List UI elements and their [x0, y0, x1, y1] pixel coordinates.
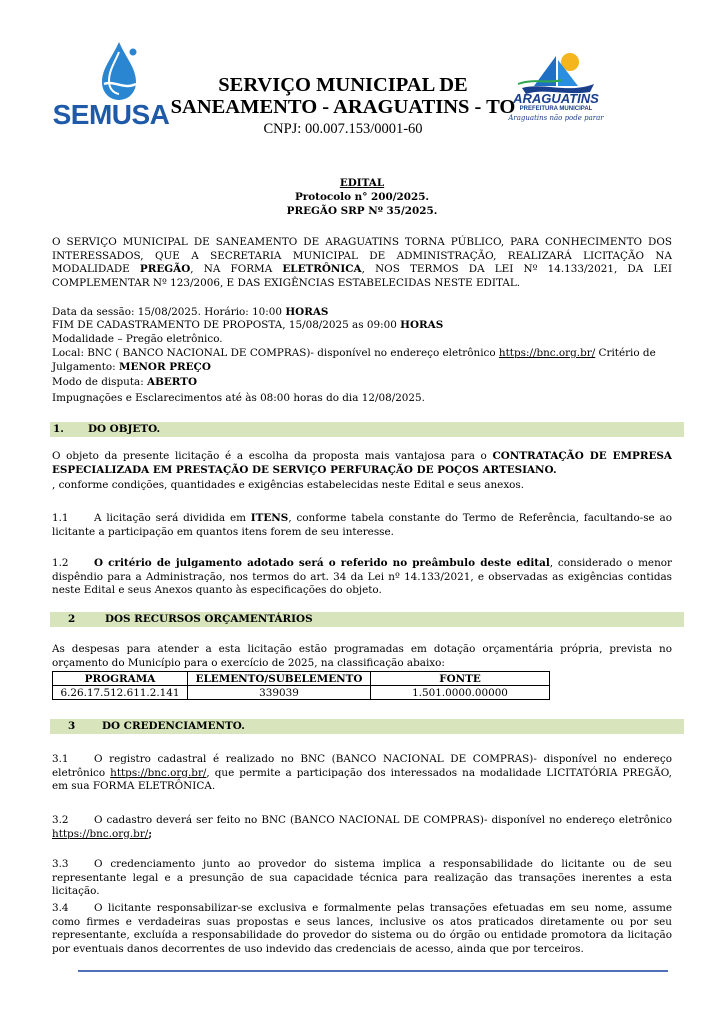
session-date: Data da sessão: 15/08/2025. Horário: 10:00 HORAS	[52, 306, 329, 318]
cnpj: CNPJ: 00.007.153/0001-60	[263, 121, 423, 137]
edital-title: EDITAL	[339, 177, 385, 189]
bnc-link[interactable]: https://bnc.org.br/	[498, 347, 596, 359]
semusa-logo	[52, 40, 170, 132]
intro-paragraph: O SERVIÇO MUNICIPAL DE SANEAMENTO DE ARAGUATINS TORNA PÚBLICO, PARA CONHECIMENTO DOS INTERESSADOS, QUE A SECRETARIA MUNICIPAL DE ADMINISTRAÇÃO, REALIZARÁ LICITAÇÃO NA MODALIDADE PREGÃO, NA FORMA ELETRÔNICA, NOS TERMOS DA LEI Nº 14.133/2021, DA LEI COMPLEMENTAR Nº 123/2006, E DAS EXIGÊNCIAS ESTABELECIDAS NESTE EDITAL.	[52, 236, 672, 289]
page-title	[168, 74, 518, 118]
table-cell: 339039	[188, 686, 371, 700]
item-3-3: 3.3 O credenciamento junto ao provedor do sistema implica a responsabilidade do licitante ou de seu representante legal e a presunção de sua capacidade técnica para realização das transações inerentes a esta licitação.	[52, 858, 672, 897]
object-conditions: , conforme condições, quantidades e exigências estabelecidas neste Edital e seus anexos.	[52, 479, 525, 491]
impugnacoes-line: Impugnações e Esclarecimentos até às 08:00 horas do dia 12/08/2025.	[52, 392, 425, 404]
item-3-2: 3.2 O cadastro deverá ser feito no BNC (BANCO NACIONAL DE COMPRAS)- disponível no endereço eletrônico https://bnc.org.br/;	[52, 814, 672, 840]
section-1-header	[50, 422, 684, 437]
item-1-1: 1.1 A licitação será dividida em ITENS, conforme tabela constante do Termo de Referência, facultando-se ao licitante a participação em quantos itens forem de seu interesse.	[52, 512, 672, 538]
object-paragraph: O objeto da presente licitação é a escolha da proposta mais vantajosa para o CONTRATAÇÃO DE EMPRESA ESPECIALIZADA EM PRESTAÇÃO DE SERVIÇO PERFURAÇÃO DE POÇOS ARTESIANO.	[52, 450, 672, 476]
modalidade: Modalidade – Pregão eletrônico.	[52, 333, 223, 345]
local-line: Local: BNC ( BANCO NACIONAL DE COMPRAS)- disponível no endereço eletrônico https://bnc.org.br/ Critério de	[52, 347, 656, 359]
table-cell: 6.26.17.512.611.2.141	[53, 686, 188, 700]
item-3-4: 3.4 O licitante responsabilizar-se exclusiva e formalmente pelas transações efetuadas em seu nome, assume como firmes e verdadeiras suas propostas e seus lances, inclusive os atos praticados diretamente ou por seu representante, excluída a responsabilidade do provedor do sistema ou do órgão ou entidade promotora da licitação por eventuais danos decorrentes de uso indevido das credenciais de acesso, ainda que por terceiros.	[52, 902, 672, 955]
araguatins-logo-slogan: Araguatins não pode parar	[508, 114, 604, 122]
table-cell: 1.501.0000.00000	[371, 686, 550, 700]
sailboat-icon	[504, 50, 608, 94]
araguatins-logo	[504, 50, 608, 136]
bnc-link[interactable]: https://bnc.org.br/	[52, 827, 149, 840]
section-title: DO CREDENCIAMENTO.	[102, 720, 245, 732]
edital-pregao: PREGÃO SRP Nº 35/2025.	[286, 205, 438, 217]
column-header: ELEMENTO/SUBELEMENTO	[188, 672, 371, 686]
section-number: 2	[68, 613, 76, 625]
section-number: 1.	[53, 423, 64, 435]
araguatins-logo-name: ARAGUATINS	[513, 91, 599, 106]
title-line-2: SANEAMENTO - ARAGUATINS - TO	[170, 96, 516, 118]
budget-paragraph: As despesas para atender a esta licitação estão programadas em dotação orçamentária própria, prevista no orçamento do Município para o exercício de 2025, na classificação abaixo:	[52, 643, 672, 669]
item-1-2: 1.2 O critério de julgamento adotado será o referido no preâmbulo deste edital, considerado o menor dispêndio para a Administração, nos termos do art. 34 da Lei nº 14.133/2021, e observadas as exigências contidas neste Edital e seus Anexos quanto às especificações do objeto.	[52, 557, 672, 596]
section-title: DOS RECURSOS ORÇAMENTÁRIOS	[105, 613, 313, 625]
table-header-row	[53, 672, 550, 686]
julgamento-line: Julgamento: MENOR PREÇO	[52, 361, 211, 373]
section-number: 3	[68, 720, 76, 732]
semusa-logo-text: SEMUSA	[52, 99, 170, 130]
edital-protocol: Protocolo n° 200/2025.	[294, 191, 430, 203]
water-drop-icon	[94, 40, 144, 102]
araguatins-logo-subtitle: PREFEITURA MUNICIPAL	[519, 106, 593, 112]
item-3-1: 3.1 O registro cadastral é realizado no BNC (BANCO NACIONAL DE COMPRAS)- disponível no endereço eletrônico https://bnc.org.br/, que permite a participação dos interessados na modalidade LICITATÓRIA PREGÃO, em sua FORMA ELETRÔNICA.	[52, 753, 672, 792]
section-3-header	[50, 719, 684, 734]
table-row	[53, 686, 550, 700]
section-2-header	[50, 612, 684, 627]
bnc-link[interactable]: https://bnc.org.br/	[110, 766, 207, 779]
disputa-line: Modo de disputa: ABERTO	[52, 376, 198, 388]
column-header: FONTE	[371, 672, 550, 686]
proposal-deadline: FIM DE CADASTRAMENTO DE PROPOSTA, 15/08/2025 as 09:00 HORAS	[52, 319, 444, 331]
column-header: PROGRAMA	[53, 672, 188, 686]
budget-table	[52, 671, 550, 700]
footer-divider	[78, 970, 668, 972]
title-line-1: SERVIÇO MUNICIPAL DE	[218, 74, 468, 96]
section-title: DO OBJETO.	[88, 423, 161, 435]
